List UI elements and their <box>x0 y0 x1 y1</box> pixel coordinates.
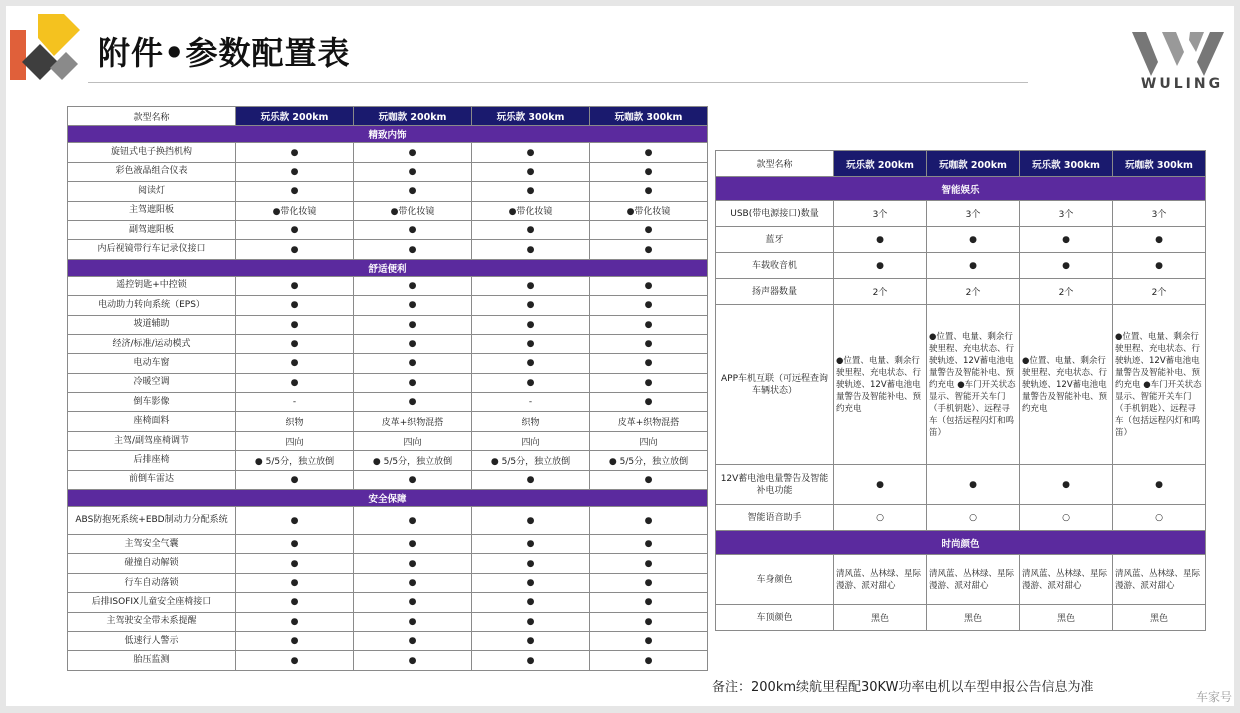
column-header: 玩乐款 300km <box>1020 151 1113 177</box>
section-title: 精致内饰 <box>68 126 708 143</box>
table-cell: ● <box>472 354 590 373</box>
table-row <box>68 507 708 535</box>
row-label: 行车自动落锁 <box>68 573 236 592</box>
table-cell: ●带化妆镜 <box>472 201 590 220</box>
table-row <box>68 296 708 315</box>
table-cell: ● <box>236 507 354 535</box>
table-row <box>68 143 708 162</box>
section-header-row <box>716 531 1206 555</box>
table-row <box>68 535 708 554</box>
table-cell: 2个 <box>1020 279 1113 305</box>
watermark: 车家号 <box>1195 690 1232 704</box>
row-label: 电动车窗 <box>68 354 236 373</box>
table-cell: ● <box>472 651 590 670</box>
section-title: 时尚颜色 <box>716 531 1206 555</box>
table-cell: ○ <box>1113 505 1206 531</box>
table-cell: ● <box>236 182 354 201</box>
table-cell: ● <box>236 334 354 353</box>
table-row <box>716 227 1206 253</box>
logo-icon <box>8 8 88 88</box>
table-cell: ●位置、电量、剩余行驶里程、充电状态、行驶轨迹、12V蓄电池电量警告及智能补电、预约充电 ●车门开关状态显示、智能开关车门（手机钥匙）、远程寻车（包括远程闪灯和鸣笛） <box>1113 305 1206 465</box>
table-cell: ● <box>354 507 472 535</box>
section-header-row <box>68 259 708 276</box>
table-cell: ● <box>236 143 354 162</box>
table-row <box>68 451 708 470</box>
table-cell: 四向 <box>354 431 472 450</box>
table-cell: ● <box>236 470 354 489</box>
table-cell: ● <box>472 315 590 334</box>
table-cell: ● <box>236 631 354 650</box>
table-cell: ● <box>236 373 354 392</box>
table-row <box>68 201 708 220</box>
table-cell: 四向 <box>472 431 590 450</box>
column-header: 玩咖款 200km <box>354 107 472 126</box>
table-cell: ● <box>354 296 472 315</box>
table-cell: 3个 <box>1113 201 1206 227</box>
table-cell: ● <box>590 631 708 650</box>
table-row <box>68 612 708 631</box>
row-label: 扬声器数量 <box>716 279 834 305</box>
row-label: 车载收音机 <box>716 253 834 279</box>
row-label: 内后视镜带行车记录仪接口 <box>68 240 236 259</box>
table-cell: ●位置、电量、剩余行驶里程、充电状态、行驶轨迹、12V蓄电池电量警告及智能补电、预约充电 <box>834 305 927 465</box>
table-cell: ● <box>590 296 708 315</box>
table-cell: 黑色 <box>834 605 927 631</box>
row-label: APP车机互联（可远程查询车辆状态） <box>716 305 834 465</box>
table-row <box>716 465 1206 505</box>
section-title: 舒适便利 <box>68 259 708 276</box>
table-cell: ● <box>472 593 590 612</box>
table-cell: ● <box>236 220 354 239</box>
table-cell: 黑色 <box>1113 605 1206 631</box>
table-cell: ● <box>236 612 354 631</box>
table-cell: 四向 <box>590 431 708 450</box>
table-cell: ● <box>590 315 708 334</box>
table-cell: ● <box>590 334 708 353</box>
brand-name: WULING <box>1140 76 1224 92</box>
page-title: 附件•参数配置表 <box>98 34 351 72</box>
table-row <box>716 201 1206 227</box>
table-cell: ● <box>354 143 472 162</box>
table-cell: ● <box>472 507 590 535</box>
row-label: 遥控钥匙+中控锁 <box>68 276 236 295</box>
table-cell: 清风蓝、丛林绿、星际漫游、派对甜心 <box>834 555 927 605</box>
row-label: 坡道辅助 <box>68 315 236 334</box>
row-label: 主驾遮阳板 <box>68 201 236 220</box>
table-cell: ● <box>590 220 708 239</box>
row-label: 主驾安全气囊 <box>68 535 236 554</box>
table-row <box>716 555 1206 605</box>
table-row <box>716 253 1206 279</box>
table-cell: 皮革+织物混搭 <box>354 412 472 431</box>
table-cell: ● <box>927 227 1020 253</box>
column-header: 玩咖款 300km <box>1113 151 1206 177</box>
table-cell: ● <box>590 593 708 612</box>
table-cell: ● <box>472 631 590 650</box>
table-cell: ● <box>236 276 354 295</box>
table-cell: ● 5/5分，独立放倒 <box>354 451 472 470</box>
table-cell: ●位置、电量、剩余行驶里程、充电状态、行驶轨迹、12V蓄电池电量警告及智能补电、预约充电 <box>1020 305 1113 465</box>
table-cell: ● <box>472 296 590 315</box>
title-divider <box>88 82 1028 83</box>
table-cell: ● <box>236 573 354 592</box>
row-label: 蓝牙 <box>716 227 834 253</box>
table-cell: ● <box>354 554 472 573</box>
row-label: USB(带电源接口)数量 <box>716 201 834 227</box>
table-row <box>68 593 708 612</box>
table-cell: ● <box>590 393 708 412</box>
row-label: 旋钮式电子换挡机构 <box>68 143 236 162</box>
column-header: 玩咖款 200km <box>927 151 1020 177</box>
table-cell: ● <box>236 354 354 373</box>
table-cell: ● <box>472 334 590 353</box>
row-label: 主驾/副驾座椅调节 <box>68 431 236 450</box>
column-header: 玩乐款 200km <box>834 151 927 177</box>
row-label: 主驾驶安全带未系提醒 <box>68 612 236 631</box>
table-cell: ● <box>354 651 472 670</box>
table-cell: 清风蓝、丛林绿、星际漫游、派对甜心 <box>1020 555 1113 605</box>
table-cell: 2个 <box>1113 279 1206 305</box>
table-cell: ● <box>236 593 354 612</box>
table-cell: ● <box>1020 253 1113 279</box>
table-cell: ● <box>472 470 590 489</box>
table-cell: ● <box>354 276 472 295</box>
row-label: 车身颜色 <box>716 555 834 605</box>
table-cell: ● <box>472 535 590 554</box>
table-row <box>68 470 708 489</box>
table-cell: ● <box>1113 227 1206 253</box>
table-cell: ● <box>472 573 590 592</box>
row-label: 碰撞自动解锁 <box>68 554 236 573</box>
footnote: 备注：200km续航里程配30KW功率电机以车型申报公告信息为准 <box>712 680 1094 695</box>
table-cell: 皮革+织物混搭 <box>590 412 708 431</box>
table-cell: ● <box>354 612 472 631</box>
section-header-row <box>68 126 708 143</box>
row-label: 倒车影像 <box>68 393 236 412</box>
table-cell: ● <box>927 253 1020 279</box>
row-label: 电动助力转向系统（EPS） <box>68 296 236 315</box>
table-row <box>68 631 708 650</box>
table-cell: ● <box>354 535 472 554</box>
table-cell: 2个 <box>927 279 1020 305</box>
table-cell: - <box>472 393 590 412</box>
table-row <box>68 393 708 412</box>
table-cell: ● <box>354 393 472 412</box>
table-cell: ●带化妆镜 <box>590 201 708 220</box>
table-cell: ● <box>236 651 354 670</box>
table-row <box>68 182 708 201</box>
row-label: 车顶颜色 <box>716 605 834 631</box>
row-label: 后排ISOFIX儿童安全座椅接口 <box>68 593 236 612</box>
table-row <box>716 605 1206 631</box>
table-cell: ●带化妆镜 <box>236 201 354 220</box>
table-cell: ● <box>1020 227 1113 253</box>
table-cell: 3个 <box>927 201 1020 227</box>
spec-table-right <box>715 150 1206 631</box>
table-cell: ●带化妆镜 <box>354 201 472 220</box>
row-label: 阅读灯 <box>68 182 236 201</box>
table-cell: 四向 <box>236 431 354 450</box>
table-cell: ● <box>354 573 472 592</box>
table-row <box>716 305 1206 465</box>
table-cell: ● <box>472 276 590 295</box>
table-cell: ● <box>590 373 708 392</box>
table-cell: ● <box>590 240 708 259</box>
table-row <box>68 354 708 373</box>
table-row <box>68 220 708 239</box>
table-row <box>68 334 708 353</box>
table-cell: ● <box>236 240 354 259</box>
row-label: 前倒车雷达 <box>68 470 236 489</box>
table-cell: ● <box>354 162 472 181</box>
table-row <box>68 554 708 573</box>
section-header-row <box>716 177 1206 201</box>
section-title: 智能娱乐 <box>716 177 1206 201</box>
row-label: 后排座椅 <box>68 451 236 470</box>
table-row <box>68 373 708 392</box>
table-cell: 织物 <box>236 412 354 431</box>
row-label: 智能语音助手 <box>716 505 834 531</box>
column-header-name: 款型名称 <box>68 107 236 126</box>
table-cell: ● <box>472 554 590 573</box>
table-cell: ● <box>354 593 472 612</box>
table-cell: 3个 <box>1020 201 1113 227</box>
table-cell: ● <box>590 162 708 181</box>
table-cell: ● 5/5分，独立放倒 <box>590 451 708 470</box>
table-header-row <box>716 151 1206 177</box>
table-cell: 清风蓝、丛林绿、星际漫游、派对甜心 <box>927 555 1020 605</box>
table-cell: ○ <box>1020 505 1113 531</box>
table-row <box>68 412 708 431</box>
table-row <box>68 651 708 670</box>
table-cell: ● <box>354 315 472 334</box>
table-cell: ● <box>1020 465 1113 505</box>
table-cell: ● 5/5分，独立放倒 <box>472 451 590 470</box>
table-cell: ● <box>590 507 708 535</box>
table-cell: 黑色 <box>1020 605 1113 631</box>
spec-table-left <box>67 106 708 671</box>
table-cell: ● <box>236 535 354 554</box>
table-row <box>68 573 708 592</box>
table-cell: ○ <box>834 505 927 531</box>
table-row <box>68 162 708 181</box>
table-cell: ● <box>354 470 472 489</box>
table-cell: ● <box>590 276 708 295</box>
row-label: ABS防抱死系统+EBD制动力分配系统 <box>68 507 236 535</box>
table-cell: ● <box>236 296 354 315</box>
table-cell: ● <box>472 182 590 201</box>
table-cell: ● <box>236 554 354 573</box>
table-cell: ● <box>354 631 472 650</box>
row-label: 12V蓄电池电量警告及智能补电功能 <box>716 465 834 505</box>
table-cell: ● <box>1113 253 1206 279</box>
table-cell: ● <box>927 465 1020 505</box>
table-cell: ● <box>590 470 708 489</box>
table-cell: ● <box>590 143 708 162</box>
section-title: 安全保障 <box>68 490 708 507</box>
table-cell: ● <box>236 162 354 181</box>
row-label: 冷暖空调 <box>68 373 236 392</box>
table-cell: ● <box>354 240 472 259</box>
table-cell: 2个 <box>834 279 927 305</box>
table-cell: ● <box>354 220 472 239</box>
table-cell: 清风蓝、丛林绿、星际漫游、派对甜心 <box>1113 555 1206 605</box>
table-cell: ● <box>590 573 708 592</box>
table-cell: ● <box>472 143 590 162</box>
table-cell: ● <box>834 227 927 253</box>
table-cell: ● <box>472 240 590 259</box>
table-cell: ● <box>590 612 708 631</box>
table-row <box>716 279 1206 305</box>
table-cell: ● <box>236 315 354 334</box>
table-row <box>68 240 708 259</box>
table-row <box>716 505 1206 531</box>
table-header-row <box>68 107 708 126</box>
table-cell: ● <box>354 334 472 353</box>
table-cell: ●位置、电量、剩余行驶里程、充电状态、行驶轨迹、12V蓄电池电量警告及智能补电、预约充电 ●车门开关状态显示、智能开关车门（手机钥匙）、远程寻车（包括远程闪灯和鸣笛） <box>927 305 1020 465</box>
row-label: 副驾遮阳板 <box>68 220 236 239</box>
table-cell: ● <box>354 354 472 373</box>
table-row <box>68 276 708 295</box>
table-cell: ● <box>472 612 590 631</box>
row-label: 胎压监测 <box>68 651 236 670</box>
row-label: 经济/标准/运动模式 <box>68 334 236 353</box>
column-header: 玩咖款 300km <box>590 107 708 126</box>
table-cell: ● <box>472 220 590 239</box>
table-cell: ● <box>354 182 472 201</box>
column-header-name: 款型名称 <box>716 151 834 177</box>
table-cell: ● <box>834 253 927 279</box>
table-cell: 3个 <box>834 201 927 227</box>
table-cell: ● <box>590 554 708 573</box>
table-cell: ● <box>590 535 708 554</box>
section-header-row <box>68 490 708 507</box>
column-header: 玩乐款 200km <box>236 107 354 126</box>
table-cell: - <box>236 393 354 412</box>
table-cell: ● <box>834 465 927 505</box>
table-cell: ● <box>590 651 708 670</box>
table-cell: ● <box>472 373 590 392</box>
table-row <box>68 315 708 334</box>
table-cell: ● <box>590 354 708 373</box>
table-cell: 织物 <box>472 412 590 431</box>
table-row <box>68 431 708 450</box>
table-cell: ● <box>354 373 472 392</box>
table-cell: 黑色 <box>927 605 1020 631</box>
row-label: 低速行人警示 <box>68 631 236 650</box>
row-label: 彩色液晶组合仪表 <box>68 162 236 181</box>
table-cell: ● 5/5分，独立放倒 <box>236 451 354 470</box>
table-cell: ● <box>1113 465 1206 505</box>
table-cell: ● <box>472 162 590 181</box>
column-header: 玩乐款 300km <box>472 107 590 126</box>
row-label: 座椅面料 <box>68 412 236 431</box>
table-cell: ● <box>590 182 708 201</box>
table-cell: ○ <box>927 505 1020 531</box>
